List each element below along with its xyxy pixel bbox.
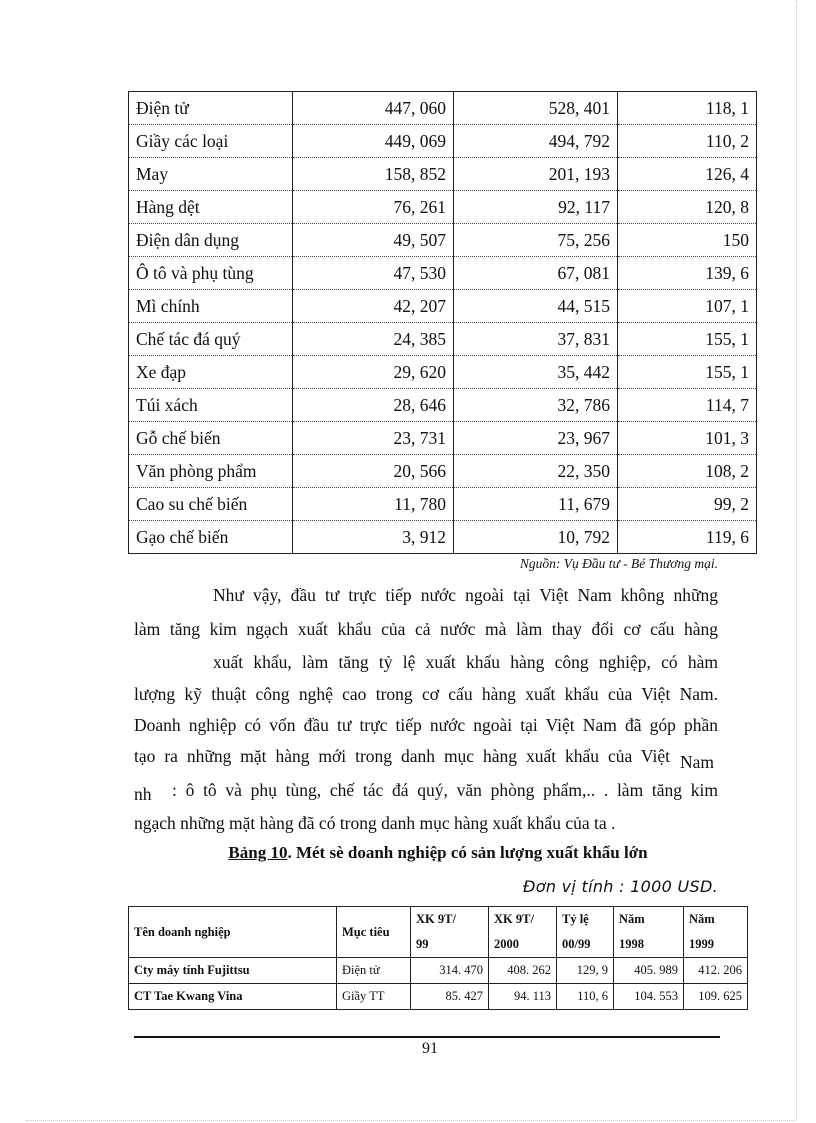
- value-cell: 314. 470: [411, 958, 489, 984]
- table-caption: [128, 843, 748, 863]
- value-cell: 23, 731: [293, 422, 454, 455]
- paragraph-line: làm tăng kim ngạch xuất khẩu của cả nước mà làm thay đổi cơ cấu hàng: [134, 619, 718, 639]
- paragraph-line: nh: [134, 784, 152, 804]
- header-text: 00/99: [562, 937, 591, 951]
- header-text: 99: [416, 937, 429, 951]
- table-row: [129, 488, 757, 521]
- ratio-cell: 99, 2: [618, 488, 757, 521]
- table-row: [129, 455, 757, 488]
- product-name-cell: Giầy các loại: [129, 125, 293, 158]
- table-row: [129, 257, 757, 290]
- value-cell: 11, 679: [454, 488, 618, 521]
- paragraph-line: Nam: [680, 752, 715, 772]
- table-row: [129, 92, 757, 125]
- ratio-cell: 108, 2: [618, 455, 757, 488]
- header-text: XK 9T/: [494, 912, 534, 926]
- ratio-cell: 120, 8: [618, 191, 757, 224]
- ratio-cell: 129, 9: [557, 958, 614, 984]
- ratio-cell: 150: [618, 224, 757, 257]
- value-cell: 94. 113: [489, 984, 557, 1010]
- value-cell: 47, 530: [293, 257, 454, 290]
- table-row: [129, 290, 757, 323]
- table-row: [129, 356, 757, 389]
- page-number: 91: [422, 1040, 438, 1057]
- header-goal: Mục tiêu: [337, 907, 411, 958]
- value-cell: 109. 625: [684, 984, 748, 1010]
- header-text: 2000: [494, 937, 519, 951]
- value-cell: 76, 261: [293, 191, 454, 224]
- value-cell: 49, 507: [293, 224, 454, 257]
- value-cell: 85. 427: [411, 984, 489, 1010]
- value-cell: 44, 515: [454, 290, 618, 323]
- value-cell: 10, 792: [454, 521, 618, 554]
- ratio-cell: 126, 4: [618, 158, 757, 191]
- product-name-cell: Gỗ chế biến: [129, 422, 293, 455]
- export-products-table: [128, 91, 757, 554]
- table-row: [129, 389, 757, 422]
- ratio-cell: 114, 7: [618, 389, 757, 422]
- header-text: Năm: [689, 912, 715, 926]
- table-source-note: Nguồn: Vụ Đầu tư - Bé Thương mại.: [519, 556, 718, 571]
- header-1999: [684, 907, 748, 958]
- ratio-cell: 155, 1: [618, 356, 757, 389]
- value-cell: 405. 989: [614, 958, 684, 984]
- product-name-cell: Cao su chế biến: [129, 488, 293, 521]
- table-caption-label: Bảng 10: [228, 843, 288, 862]
- header-1998: [614, 907, 684, 958]
- table-row: [129, 125, 757, 158]
- product-name-cell: Mì chính: [129, 290, 293, 323]
- value-cell: 528, 401: [454, 92, 618, 125]
- paragraph-line: ngạch những mặt hàng đã có trong danh mục hàng xuất khẩu của ta .: [134, 813, 616, 833]
- table-row: [129, 984, 748, 1010]
- ratio-cell: 139, 6: [618, 257, 757, 290]
- product-name-cell: Điện dân dụng: [129, 224, 293, 257]
- ratio-cell: 155, 1: [618, 323, 757, 356]
- table-row: [129, 958, 748, 984]
- table-row: [129, 323, 757, 356]
- header-name: Tên doanh nghiệp: [129, 907, 337, 958]
- paragraph-line: : ô tô và phụ tùng, chế tác đá quý, văn phòng phẩm,.. . làm tăng kim: [172, 780, 718, 800]
- value-cell: 92, 117: [454, 191, 618, 224]
- value-cell: 37, 831: [454, 323, 618, 356]
- paragraph-line: lượng kỹ thuật công nghệ cao trong cơ cấu hàng xuất khẩu của Việt Nam.: [134, 684, 718, 704]
- header-xk99: [411, 907, 489, 958]
- enterprise-name-cell: Cty máy tính Fujittsu: [129, 958, 337, 984]
- value-cell: 447, 060: [293, 92, 454, 125]
- page-border-bottom: [26, 1120, 796, 1121]
- value-cell: 11, 780: [293, 488, 454, 521]
- table-row: [129, 191, 757, 224]
- value-cell: 449, 069: [293, 125, 454, 158]
- header-ratio: [557, 907, 614, 958]
- product-name-cell: Túi xách: [129, 389, 293, 422]
- page-border-right: [796, 0, 797, 1120]
- table-row: [129, 422, 757, 455]
- goal-cell: Giầy TT: [337, 984, 411, 1010]
- value-cell: 42, 207: [293, 290, 454, 323]
- value-cell: 20, 566: [293, 455, 454, 488]
- header-text: XK 9T/: [416, 912, 456, 926]
- value-cell: 32, 786: [454, 389, 618, 422]
- product-name-cell: Gạo chế biến: [129, 521, 293, 554]
- ratio-cell: 110, 2: [618, 125, 757, 158]
- paragraph-line: tạo ra những mặt hàng mới trong danh mục hàng xuất khẩu của Việt: [134, 746, 670, 766]
- table-caption-text: . Mét sè doanh nghiệp có sản lượng xuất khẩu lớn: [287, 843, 648, 862]
- table-header-row: [129, 907, 748, 958]
- value-cell: 24, 385: [293, 323, 454, 356]
- value-cell: 67, 081: [454, 257, 618, 290]
- header-text: 1998: [619, 937, 644, 951]
- header-text: 1999: [689, 937, 714, 951]
- value-cell: 158, 852: [293, 158, 454, 191]
- product-name-cell: Chế tác đá quý: [129, 323, 293, 356]
- paragraph-line: xuất khẩu, làm tăng tỷ lệ xuất khẩu hàng công nghiệp, có hàm: [213, 652, 718, 672]
- value-cell: 29, 620: [293, 356, 454, 389]
- value-cell: 104. 553: [614, 984, 684, 1010]
- table-row: [129, 158, 757, 191]
- product-name-cell: Điện tử: [129, 92, 293, 125]
- value-cell: 412. 206: [684, 958, 748, 984]
- value-cell: 23, 967: [454, 422, 618, 455]
- product-name-cell: Hàng dệt: [129, 191, 293, 224]
- value-cell: 28, 646: [293, 389, 454, 422]
- value-cell: 35, 442: [454, 356, 618, 389]
- paragraph-line: Như vậy, đầu tư trực tiếp nước ngoài tại Việt Nam không những: [213, 585, 718, 605]
- value-cell: 408. 262: [489, 958, 557, 984]
- ratio-cell: 119, 6: [618, 521, 757, 554]
- ratio-cell: 118, 1: [618, 92, 757, 125]
- product-name-cell: May: [129, 158, 293, 191]
- product-name-cell: Xe đạp: [129, 356, 293, 389]
- table-row: [129, 521, 757, 554]
- value-cell: 201, 193: [454, 158, 618, 191]
- footer-divider: [134, 1036, 720, 1038]
- value-cell: 75, 256: [454, 224, 618, 257]
- table-row: [129, 224, 757, 257]
- header-xk2000: [489, 907, 557, 958]
- goal-cell: Điện tử: [337, 958, 411, 984]
- value-cell: 22, 350: [454, 455, 618, 488]
- product-name-cell: Ô tô và phụ tùng: [129, 257, 293, 290]
- value-cell: 494, 792: [454, 125, 618, 158]
- enterprise-name-cell: CT Tae Kwang Vina: [129, 984, 337, 1010]
- paragraph-line: Doanh nghiệp có vốn đầu tư trực tiếp nước ngoài tại Việt Nam đã góp phần: [134, 715, 718, 735]
- header-text: Năm: [619, 912, 645, 926]
- enterprise-export-table: [128, 906, 748, 1010]
- unit-note: Đơn vị tính : 1000 USD.: [523, 877, 718, 896]
- value-cell: 3, 912: [293, 521, 454, 554]
- ratio-cell: 107, 1: [618, 290, 757, 323]
- header-text: Tỷ lệ: [562, 912, 589, 926]
- product-name-cell: Văn phòng phẩm: [129, 455, 293, 488]
- ratio-cell: 110, 6: [557, 984, 614, 1010]
- ratio-cell: 101, 3: [618, 422, 757, 455]
